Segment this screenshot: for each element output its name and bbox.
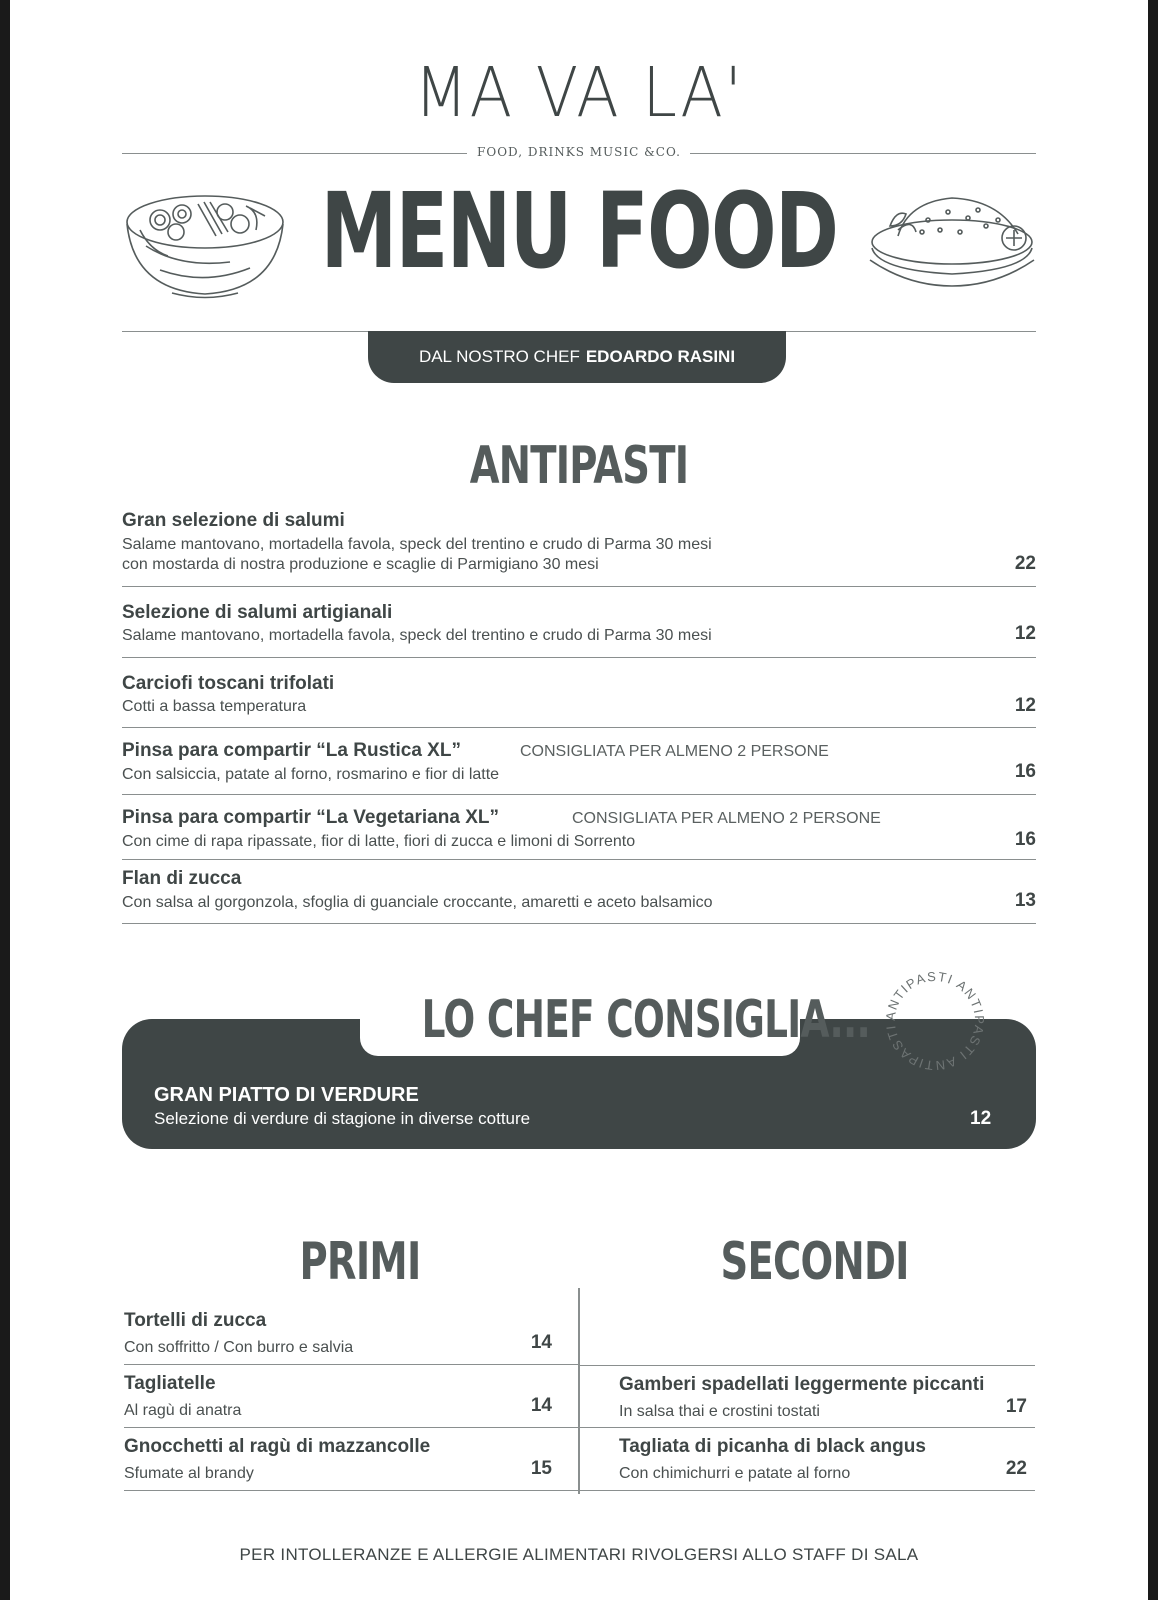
logo: MA VA LA' — [414, 52, 744, 133]
item-price: 12 — [1014, 695, 1036, 716]
menu-item — [124, 1428, 578, 1491]
item-description: Salame mantovano, mortadella favola, speck del trentino e crudo di Parma 30 mesi — [122, 627, 712, 644]
item-name: Pinsa para compartir “La Vegetariana XL” — [122, 807, 499, 828]
menu-item — [122, 795, 1036, 860]
item-description: Con chimichurri e patate al forno — [619, 1465, 851, 1482]
stamp-text: ANTIPASTI ANTIPASTI ANTIPASTI — [882, 968, 988, 1074]
item-name: Carciofi toscani trifolati — [122, 673, 335, 694]
allergy-note: PER INTOLLERANZE E ALLERGIE ALIMENTARI RIVOLGERSI ALLO STAFF DI SALA — [239, 1545, 919, 1564]
menu-page — [10, 0, 1148, 1600]
item-description: Al ragù di anatra — [124, 1402, 242, 1419]
item-price: 14 — [530, 1395, 552, 1416]
menu-item — [579, 1365, 1035, 1428]
antipasti-stamp — [880, 966, 990, 1076]
menu-item — [124, 1302, 578, 1365]
secondi-list — [579, 1302, 1035, 1491]
item-price: 12 — [1014, 623, 1036, 644]
chef-banner-prefix: DAL NOSTRO CHEF — [418, 347, 580, 366]
chef-name: EDOARDO RASINI — [585, 347, 736, 366]
item-price: 15 — [530, 1458, 552, 1479]
item-description: Con soffritto / Con burro e salvia — [124, 1339, 354, 1356]
item-description: Con salsiccia, patate al forno, rosmarino e fior di latte — [122, 766, 500, 783]
item-note: CONSIGLIATA PER ALMENO 2 PERSONE — [572, 810, 881, 827]
item-description: In salsa thai e crostini tostati — [619, 1403, 820, 1420]
item-name: Selezione di salumi artigianali — [122, 602, 393, 623]
item-description: Salame mantovano, mortadella favola, speck del trentino e crudo di Parma 30 mesi — [122, 536, 712, 553]
item-name: Gran selezione di salumi — [122, 510, 345, 531]
item-price: 16 — [1014, 829, 1036, 850]
section-title-secondi: SECONDI — [720, 1232, 909, 1292]
item-name: Tortelli di zucca — [124, 1310, 267, 1331]
item-name: Flan di zucca — [122, 868, 242, 889]
item-price: 14 — [530, 1332, 552, 1353]
item-name: Pinsa para compartir “La Rustica XL” — [122, 740, 461, 761]
chef-item-price: 12 — [970, 1108, 992, 1129]
item-description: Con cime di rapa ripassate, fior di latte, fiori di zucca e limoni di Sorrento — [122, 833, 636, 850]
chef-banner — [368, 331, 786, 383]
tagline: FOOD, DRINKS MUSIC &CO. — [477, 145, 681, 159]
item-price: 22 — [1014, 553, 1036, 574]
menu-item — [124, 1365, 578, 1428]
item-description: con mostarda di nostra produzione e scaglie di Parmigiano 30 mesi — [122, 556, 599, 573]
item-price: 22 — [1005, 1458, 1027, 1479]
chef-item-name: GRAN PIATTO DI VERDURE — [154, 1084, 419, 1106]
item-description: Cotti a bassa temperatura — [122, 698, 307, 715]
item-name: Gnocchetti al ragù di mazzancolle — [124, 1436, 431, 1457]
menu-item — [122, 860, 1036, 924]
item-name: Gamberi spadellati leggermente piccanti — [619, 1374, 985, 1395]
chef-item-description: Selezione di verdure di stagione in diverse cotture — [154, 1109, 531, 1128]
salad-bowl-illustration — [120, 190, 290, 302]
menu-item — [122, 658, 1036, 728]
menu-item — [579, 1428, 1035, 1491]
item-price: 13 — [1014, 890, 1036, 911]
item-name: Tagliatelle — [124, 1373, 216, 1394]
menu-item — [122, 507, 1036, 587]
item-note: CONSIGLIATA PER ALMENO 2 PERSONE — [520, 743, 829, 760]
primi-list — [124, 1302, 578, 1491]
item-name: Tagliata di picanha di black angus — [619, 1436, 926, 1457]
secondi-empty-row — [579, 1302, 1035, 1365]
chef-recommends-title: LO CHEF CONSIGLIA... — [421, 990, 870, 1050]
item-price: 16 — [1014, 761, 1036, 782]
page-title: MENU FOOD — [320, 170, 838, 292]
section-title-primi: PRIMI — [299, 1232, 421, 1292]
menu-item — [122, 587, 1036, 658]
menu-item — [122, 728, 1036, 795]
risotto-plate-illustration — [868, 190, 1036, 290]
antipasti-list — [122, 507, 1036, 924]
item-description: Con salsa al gorgonzola, sfoglia di guanciale croccante, amaretti e aceto balsamico — [122, 894, 713, 911]
item-description: Sfumate al brandy — [124, 1465, 254, 1482]
section-title-antipasti: ANTIPASTI — [469, 436, 689, 496]
item-price: 17 — [1005, 1396, 1027, 1417]
